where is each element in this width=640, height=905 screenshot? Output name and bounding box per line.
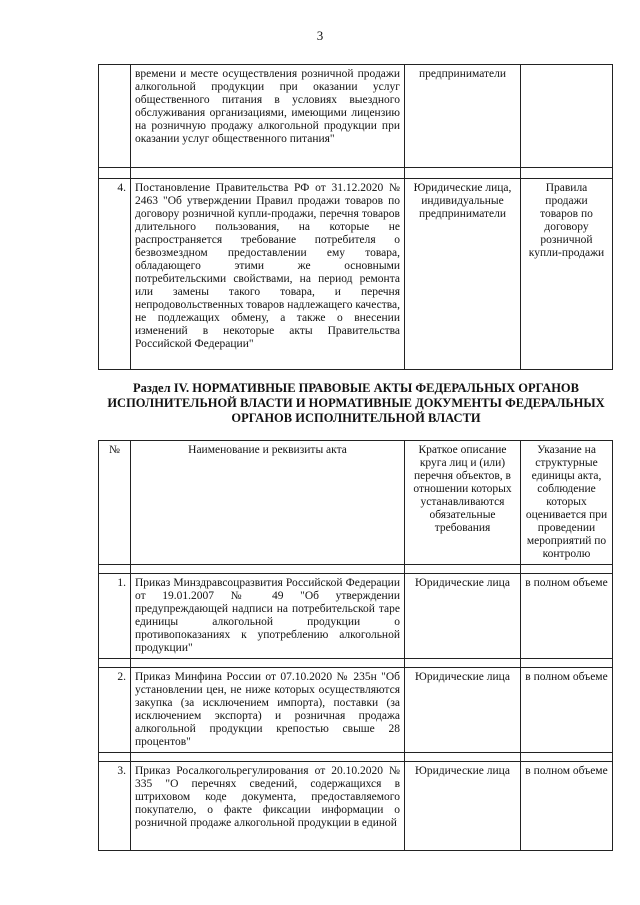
row-number: 2. [99, 668, 131, 753]
act-name: Приказ Росалкогольрегулирования от 20.10.2020 № 335 "О перечнях сведений, содержащихся в штриховом коде документа, предоставляемого покупателю, о факте фиксации информации о розничной продаже алкогольной продукции в единой [131, 762, 405, 851]
persons-description: Юридические лица, индивидуальные предприниматели [405, 179, 521, 370]
table-row [99, 762, 613, 851]
persons-description: Юридические лица [405, 574, 521, 659]
continued-acts-table [98, 64, 613, 370]
structural-units: в полном объеме [521, 668, 613, 753]
structural-units [521, 65, 613, 168]
federal-acts-table [98, 440, 613, 851]
spacer-row [99, 565, 613, 574]
structural-units: в полном объеме [521, 574, 613, 659]
persons-description: Юридические лица [405, 668, 521, 753]
page-number: 3 [316, 28, 324, 43]
header-act-name: Наименование и реквизиты акта [131, 441, 405, 565]
persons-description: предприниматели [405, 65, 521, 168]
section-title: Раздел IV. НОРМАТИВНЫЕ ПРАВОВЫЕ АКТЫ ФЕДЕРАЛЬНЫХ ОРГАНОВ ИСПОЛНИТЕЛЬНОЙ ВЛАСТИ И НОРМАТИВНЫЕ ДОКУМЕНТЫ ФЕДЕРАЛЬНЫХ ОРГАНОВ ИСПОЛНИТЕЛЬНОЙ ВЛАСТИ [107, 381, 605, 425]
table-row [99, 179, 613, 370]
row-number [99, 65, 131, 168]
table-header-row [99, 441, 613, 565]
table-row [99, 574, 613, 659]
header-persons: Краткое описание круга лиц и (или) перечня объектов, в отношении которых устанавливаются обязательные требования [405, 441, 521, 565]
act-name: Приказ Минздравсоцразвития Российской Федерации от 19.01.2007 № 49 "Об утверждении предупреждающей надписи на потребительской таре единицы алкогольной продукции о противопоказаниях к употреблению алкогольной продукции" [131, 574, 405, 659]
table-row [99, 65, 613, 168]
act-name: Приказ Минфина России от 07.10.2020 № 235н "Об установлении цен, не ниже которых осуществляются закупка (за исключением импорта), поставки (за исключением экспорта) и розничная продажа алкогольной продукции крепостью свыше 28 процентов" [131, 668, 405, 753]
persons-description: Юридические лица [405, 762, 521, 851]
act-name: Постановление Правительства РФ от 31.12.2020 № 2463 "Об утверждении Правил продажи товаров по договору розничной купли-продажи, перечня товаров длительного пользования, на которые не распространяется требование потребителя о безвозмездном предоставлении ему товара, обладающего этими же основными потребительскими свойствами, на период ремонта или замены такого товара, и перечня непродовольственных товаров надлежащего качества, не подлежащих обмену, а также о внесении изменений в некоторые акты Правительства Российской Федерации" [131, 179, 405, 370]
structural-units: Правила продажи товаров по договору розничной купли-продажи [521, 179, 613, 370]
row-number: 3. [99, 762, 131, 851]
act-name: времени и месте осуществления розничной продажи алкогольной продукции при оказании услуг общественного питания в условиях выездного обслуживания организациями, имеющими лицензию на розничную продажу алкогольной продукции при оказании услуг общественного питания" [131, 65, 405, 168]
table-row [99, 668, 613, 753]
spacer-row [99, 659, 613, 668]
row-number: 1. [99, 574, 131, 659]
spacer-row [99, 168, 613, 179]
spacer-row [99, 753, 613, 762]
header-number: № [99, 441, 131, 565]
structural-units: в полном объеме [521, 762, 613, 851]
header-structural-units: Указание на структурные единицы акта, соблюдение которых оценивается при проведении мероприятий по контролю [521, 441, 613, 565]
row-number: 4. [99, 179, 131, 370]
